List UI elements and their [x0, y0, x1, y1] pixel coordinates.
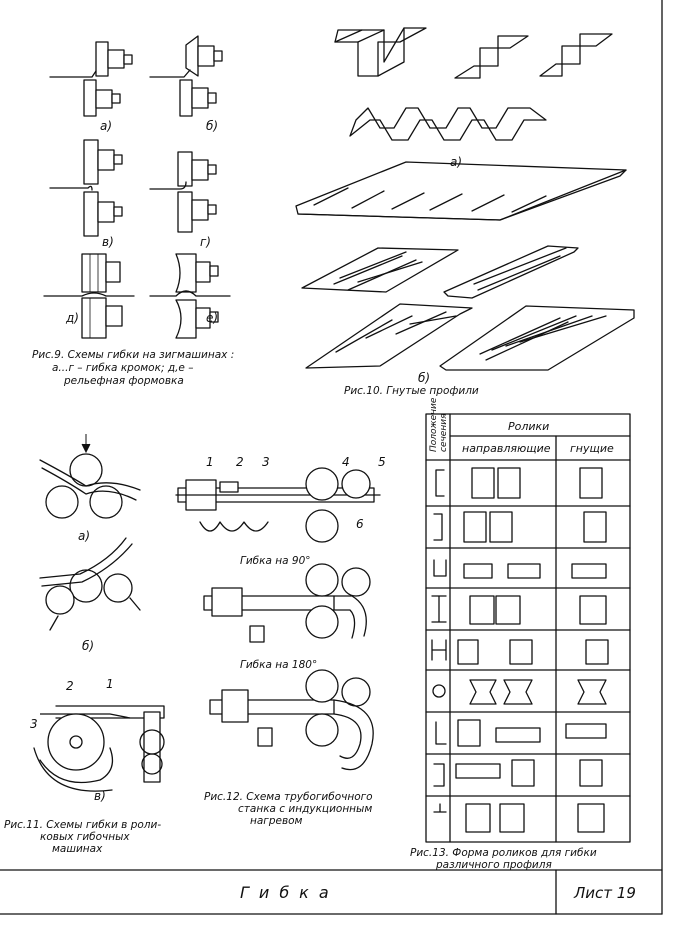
fig13-header-rollers: Ролики — [508, 420, 550, 433]
fig13-header-bending: гнущие — [570, 442, 614, 455]
fig11-caption-line1: Рис.11. Схемы гибки в роли- — [4, 819, 162, 831]
fig13-header-position-line2: сечения — [439, 413, 449, 452]
fig10-caption: Рис.10. Гнутые профили — [344, 385, 479, 397]
fig11-caption-line3: машинах — [52, 843, 103, 855]
fig13-caption-line2: различного профиля — [436, 859, 552, 871]
fig13-header-guide: направляющие — [462, 442, 551, 455]
sheet-title: Гибка — [240, 883, 339, 902]
fig9-scheme-d — [44, 254, 134, 338]
fig9-label-v: в) — [102, 235, 114, 249]
fig9-caption-line3: рельефная формовка — [64, 375, 184, 387]
fig9-scheme-v — [50, 140, 122, 236]
fig12-part-6: 6 — [356, 517, 364, 531]
fig9-label-g: г) — [200, 235, 211, 249]
fig13-table — [426, 414, 630, 842]
fig9-scheme-e — [150, 254, 230, 338]
fig9-scheme-a — [50, 42, 132, 116]
fig9-label-a: а) — [100, 119, 113, 133]
fig10-diagram — [296, 28, 634, 370]
fig11-part-1: 1 — [106, 677, 114, 691]
fig12-label-90: Гибка на 90° — [240, 555, 311, 567]
fig9-label-b: б) — [206, 119, 219, 133]
fig9-caption-line2: а...г – гибка кромок; д,е – — [52, 362, 194, 374]
fig12-part-5: 5 — [378, 455, 386, 469]
sheet-number: Лист 19 — [574, 884, 636, 902]
fig11-part-3: 3 — [30, 717, 38, 731]
fig12-label-180: Гибка на 180° — [240, 659, 318, 671]
fig12-diagram — [176, 468, 380, 770]
fig12-part-4: 4 — [342, 455, 350, 469]
fig9-scheme-g — [150, 152, 216, 232]
fig12-caption-line3: нагревом — [250, 815, 303, 827]
fig12-caption-line1: Рис.12. Схема трубогибочного — [204, 791, 373, 803]
fig13-caption-line1: Рис.13. Форма роликов для гибки — [410, 847, 597, 859]
fig9-label-d: д) — [66, 311, 79, 325]
fig11-label-v: в) — [94, 789, 106, 803]
fig9-label-e: е) — [206, 311, 219, 325]
fig11-part-2: 2 — [66, 679, 74, 693]
fig9-scheme-b — [150, 36, 222, 116]
fig10-label-b: б) — [418, 371, 431, 385]
fig9-caption-line1: Рис.9. Схемы гибки на зигмашинах : — [32, 349, 235, 361]
fig13-header-position-line1: Положение — [429, 397, 439, 452]
fig11-label-b: б) — [82, 639, 95, 653]
fig11-diagram — [34, 434, 164, 791]
fig12-part-2: 2 — [236, 455, 244, 469]
fig10-label-a: а) — [450, 155, 463, 169]
fig12-part-3: 3 — [262, 455, 270, 469]
fig12-part-1: 1 — [206, 455, 214, 469]
fig11-label-a: а) — [78, 529, 91, 543]
fig11-caption-line2: ковых гибочных — [40, 831, 130, 843]
fig12-caption-line2: станка с индукционным — [238, 803, 373, 815]
fig9-diagram — [44, 36, 230, 338]
